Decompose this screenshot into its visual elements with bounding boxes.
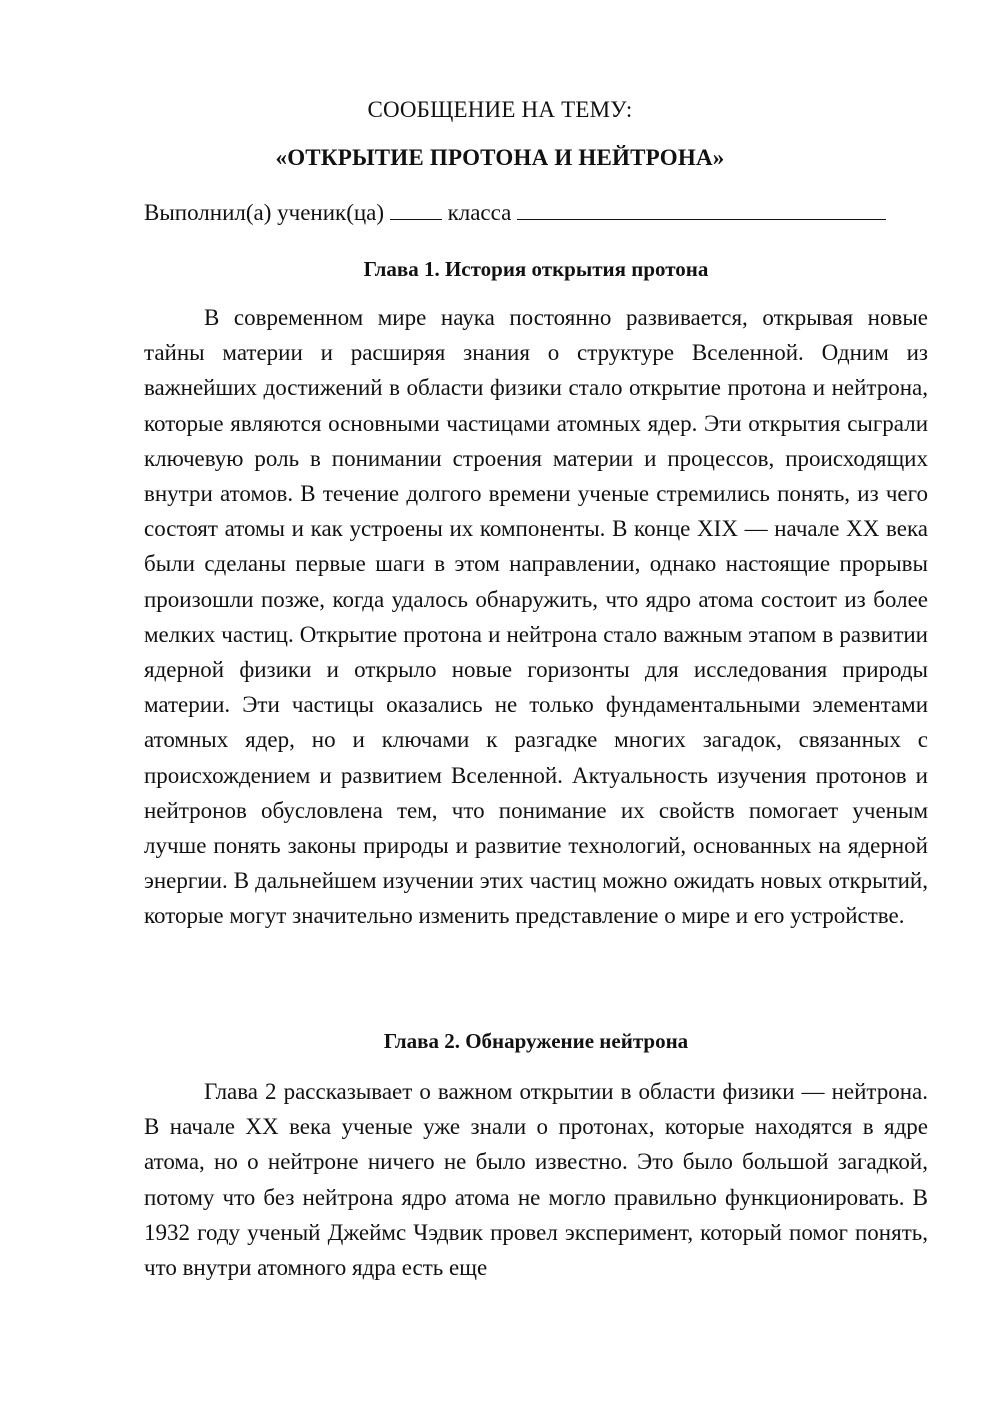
chapter-1-heading: Глава 1. История открытия протона: [363, 257, 709, 281]
class-number-blank: [390, 197, 442, 220]
author-line: [144, 197, 934, 228]
chapter-2-paragraph: Глава 2 рассказывает о важном открытии в области физики — нейтрона. В начале XX века ученые уже знали о протонах, которые находятся в ядре атома, но о нейтроне ничего не было известно. Это было большой загадкой, потому что без нейтрона ядро атома не могло правильно функционировать. В 1932 году ученый Джеймс Чэдвик провел эксперимент, который помог понять, что внутри атомного ядра есть еще: [144, 1079, 928, 1281]
chapter-1-paragraph: В современном мире наука постоянно развивается, открывая новые тайны материи и расширяя знания о структуре Вселенной. Одним из важнейших достижений в области физики стало открытие протона и нейтрона, которые являются основными частицами атомных ядер. Эти открытия сыграли ключевую роль в понимании строения материи и процессов, происходящих внутри атомов. В течение долгого времени ученые стремились понять, из чего состоят атомы и как устроены их компоненты. В конце XIX — начале XX века были сделаны первые шаги в этом направлении, однако настоящие прорывы произошли позже, когда удалось обнаружить, что ядро атома состоит из более мелких частиц. Открытие протона и нейтрона стало важным этапом в развитии ядерной физики и открыло новые горизонты для исследования природы материи. Эти частицы оказались не только фундаментальными элементами атомных ядер, но и ключами к разгадке многих загадок, связанных с происхождением и развитием Вселенной. Актуальность изучения протонов и нейтронов обусловлена тем, что понимание их свойств помогает ученым лучше понять законы природы и развитие технологий, основанных на ядерной энергии. В дальнейшем изучении этих частиц можно ожидать новых открытий, которые могут значительно изменить представление о мире и его устройстве.: [144, 305, 928, 929]
document-title-line-1: СООБЩЕНИЕ НА ТЕМУ:: [367, 97, 633, 122]
document-title-line-2: «ОТКРЫТИЕ ПРОТОНА И НЕЙТРОНА»: [275, 145, 725, 170]
class-label: класса: [447, 200, 512, 225]
student-name-blank: [517, 197, 886, 220]
author-prefix: Выполнил(а) ученик(ца): [144, 200, 385, 225]
chapter-2-heading: Глава 2. Обнаружение нейтрона: [383, 1029, 689, 1053]
